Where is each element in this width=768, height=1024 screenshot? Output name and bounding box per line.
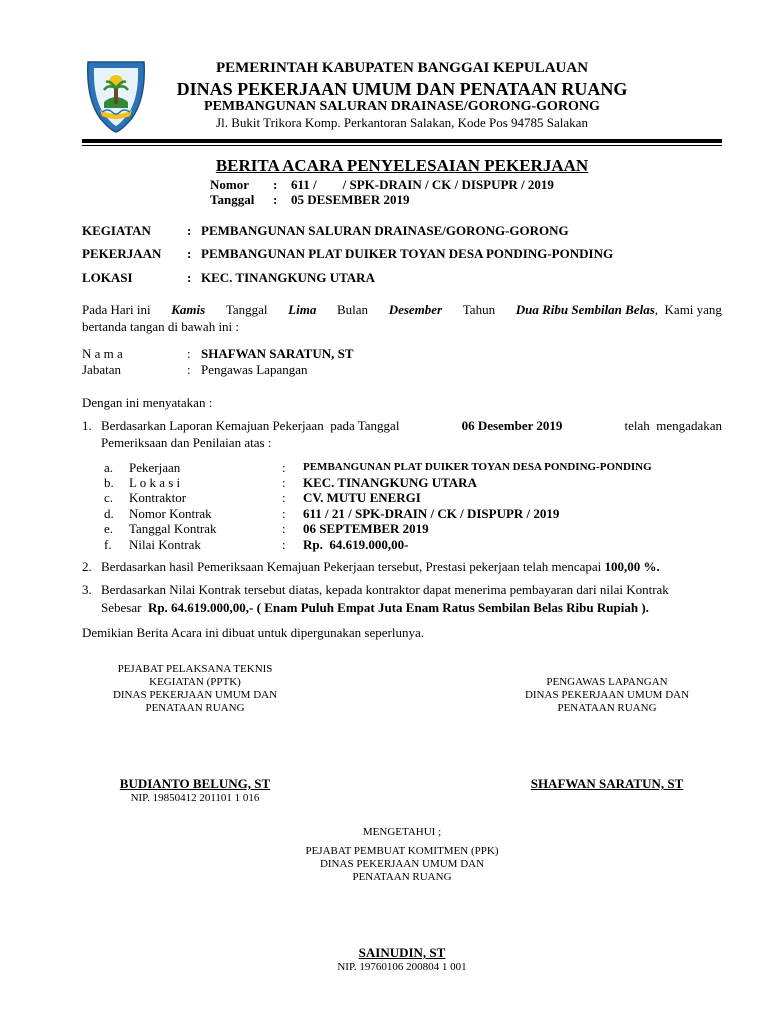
intro-line-2: bertanda tangan di bawah ini : [82, 319, 240, 334]
kop-project-line: PEMBANGUNAN SALURAN DRAINASE/GORONG-GORONG [204, 99, 600, 114]
pptk-name: BUDIANTO BELUNG, ST [119, 776, 271, 791]
ppk-nip: NIP. 19760106 200804 1 001 [337, 961, 467, 973]
detail-letter: c. [104, 490, 114, 505]
signer-name-label: N a m a [82, 346, 123, 361]
detail-sep: : [282, 475, 286, 490]
info-value-lokasi: KEC. TINANGKUNG UTARA [201, 270, 375, 285]
pengawas-name: SHAFWAN SARATUN, ST [530, 776, 684, 791]
nomor-sep: : [273, 177, 278, 192]
pptk-nip: NIP. 19850412 201101 1 016 [130, 792, 260, 804]
ppk-title: DINAS PEKERJAAN UMUM DAN [319, 858, 485, 870]
ppk-title: PENATAAN RUANG [352, 871, 452, 883]
detail-letter: d. [104, 506, 114, 521]
mengetahui-label: MENGETAHUI ; [362, 826, 442, 838]
signer-role-label: Jabatan [82, 362, 121, 377]
detail-label: Nilai Kontrak [129, 537, 201, 552]
detail-value-tanggal-kontrak: 06 SEPTEMBER 2019 [303, 521, 429, 536]
info-sep: : [187, 223, 192, 238]
detail-letter: b. [104, 475, 114, 490]
kop-address-line: Jl. Bukit Trikora Komp. Perkantoran Salakan, Kode Pos 94785 Salakan [216, 115, 588, 130]
detail-label: L o k a s i [129, 475, 181, 490]
detail-sep: : [282, 537, 286, 552]
point-1-number: 1. [82, 418, 92, 433]
info-label-pekerjaan: PEKERJAAN [82, 246, 162, 261]
intro-line-1 [82, 302, 722, 318]
signer-role-value: Pengawas Lapangan [201, 362, 308, 377]
kop-agency-line: DINAS PEKERJAAN UMUM DAN PENATAAN RUANG [176, 79, 628, 99]
pengawas-title: PENGAWAS LAPANGAN [546, 676, 668, 688]
detail-label: Pekerjaan [129, 460, 181, 475]
intro-day: Kamis [171, 302, 206, 317]
point-3-prefix: Sebesar [101, 600, 142, 615]
pengawas-title: PENATAAN RUANG [557, 702, 657, 714]
detail-letter: f. [104, 537, 112, 552]
intro-date: Lima [288, 302, 317, 317]
pptk-title: KEGIATAN (PPTK) [149, 676, 241, 688]
closing-text: Demikian Berita Acara ini dibuat untuk dipergunakan seperlunya. [82, 625, 424, 640]
point-2-number: 2. [82, 559, 92, 574]
intro-text: , Kami yang [654, 302, 722, 317]
nomor-label: Nomor [210, 177, 249, 192]
pptk-title: DINAS PEKERJAAN UMUM DAN [112, 689, 278, 701]
tanggal-sep: : [273, 192, 278, 207]
intro-text: Tanggal [225, 302, 268, 317]
pptk-title: PEJABAT PELAKSANA TEKNIS [117, 663, 273, 675]
detail-value-kontraktor: CV. MUTU ENERGI [303, 490, 421, 505]
point-3-number: 3. [82, 582, 92, 597]
point-2-value: 100,00 %. [604, 559, 660, 574]
point-2-line [101, 559, 660, 575]
detail-value-nilai-kontrak: Rp. 64.619.000,00- [303, 537, 409, 552]
signature-block-ppk [282, 845, 522, 884]
detail-value-pekerjaan: PEMBANGUNAN PLAT DUIKER TOYAN DESA PONDING-PONDING [303, 461, 652, 473]
document-title: BERITA ACARA PENYELESAIAN PEKERJAAN [215, 156, 589, 175]
detail-label: Tanggal Kontrak [129, 521, 217, 536]
point-3-amount: Rp. 64.619.000,00,- ( Enam Puluh Empat Juta Enam Ratus Sembilan Belas Ribu Rupiah ). [147, 600, 649, 615]
letterhead-rule-thin [82, 145, 722, 146]
pengawas-title: DINAS PEKERJAAN UMUM DAN [524, 689, 690, 701]
detail-letter: a. [104, 460, 114, 475]
statement-text: Dengan ini menyatakan : [82, 395, 213, 410]
nomor-value: 611 / / SPK-DRAIN / CK / DISPUPR / 2019 [291, 177, 554, 192]
point-3-line-1: Berdasarkan Nilai Kontrak tersebut diatas, kepada kontraktor dapat menerima pembayaran dari nilai Kontrak [101, 582, 669, 597]
info-value-pekerjaan: PEMBANGUNAN PLAT DUIKER TOYAN DESA PONDING-PONDING [201, 246, 614, 261]
point-1-text: telah mengadakan [624, 418, 722, 433]
tanggal-value: 05 DESEMBER 2019 [291, 192, 410, 207]
signer-name-value: SHAFWAN SARATUN, ST [201, 346, 354, 361]
detail-value-nomor-kontrak: 611 / 21 / SPK-DRAIN / CK / DISPUPR / 2019 [303, 506, 560, 521]
pptk-title: PENATAAN RUANG [145, 702, 245, 714]
tanggal-label: Tanggal [210, 192, 255, 207]
point-1-text: Berdasarkan Laporan Kemajuan Pekerjaan pada Tanggal [101, 418, 400, 433]
detail-sep: : [282, 490, 286, 505]
detail-value-lokasi: KEC. TINANGKUNG UTARA [303, 475, 477, 490]
point-1-line-2: Pemeriksaan dan Penilaian atas : [101, 435, 272, 450]
point-3-line-2 [101, 600, 649, 616]
intro-year: Dua Ribu Sembilan Belas [515, 302, 655, 317]
point-1-date: 06 Desember 2019 [461, 418, 563, 433]
ppk-name: SAINUDIN, ST [358, 945, 446, 960]
info-label-lokasi: LOKASI [82, 270, 133, 285]
detail-sep: : [282, 521, 286, 536]
detail-label: Kontraktor [129, 490, 187, 505]
point-2-text: Berdasarkan hasil Pemeriksaan Kemajuan Pekerjaan tersebut, Prestasi pekerjaan telah mencapai [101, 559, 602, 574]
detail-sep: : [282, 460, 286, 475]
detail-label: Nomor Kontrak [129, 506, 212, 521]
ppk-title: PEJABAT PEMBUAT KOMITMEN (PPK) [305, 845, 499, 857]
intro-month: Desember [388, 302, 443, 317]
info-value-kegiatan: PEMBANGUNAN SALURAN DRAINASE/GORONG-GORONG [201, 223, 569, 238]
signer-sep: : [187, 362, 191, 377]
regency-emblem-icon [82, 58, 150, 134]
signature-block-pptk [95, 663, 295, 715]
intro-text: Tahun [462, 302, 496, 317]
point-1-line-1 [101, 418, 722, 434]
detail-letter: e. [104, 521, 114, 536]
signature-block-pengawas [507, 676, 707, 715]
info-label-kegiatan: KEGIATAN [82, 223, 151, 238]
info-sep: : [187, 246, 192, 261]
signer-sep: : [187, 346, 191, 361]
kop-government-line: PEMERINTAH KABUPATEN BANGGAI KEPULAUAN [215, 60, 589, 76]
intro-text: Pada Hari ini [82, 302, 151, 317]
intro-text: Bulan [336, 302, 369, 317]
letterhead-rule-thick [82, 139, 722, 143]
detail-sep: : [282, 506, 286, 521]
info-sep: : [187, 270, 192, 285]
